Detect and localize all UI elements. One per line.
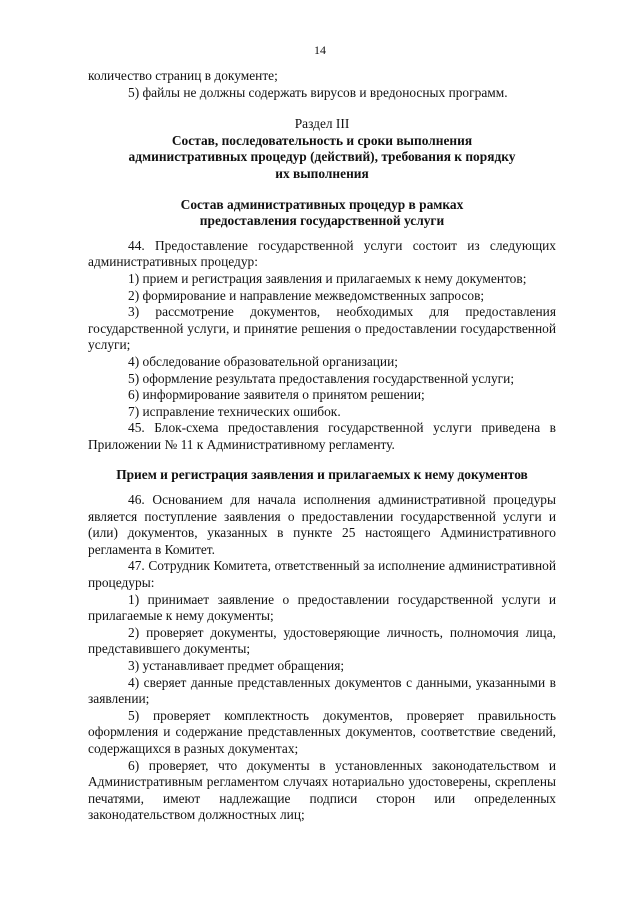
- section-title: Состав, последовательность и сроки выполнения административных процедур (действий), требования к порядку их выполнения: [128, 132, 516, 181]
- subsection-composition-body: [88, 238, 556, 454]
- paragraph-47: 47. Сотрудник Комитета, ответственный за исполнение административной процедуры:: [88, 558, 556, 591]
- list-item-4: 4) обследование образовательной организации;: [128, 353, 398, 369]
- list-item-3: 3) рассмотрение документов, необходимых для предоставления государственной услуги, и принятие решения о предоставлении государственной услуги;: [88, 304, 556, 353]
- paragraph-continuation: количество страниц в документе;: [88, 68, 278, 83]
- subsection-title-reception: Прием и регистрация заявления и прилагаемых к нему документов: [116, 467, 528, 483]
- paragraph-44: 44. Предоставление государственной услуги состоит из следующих административных процедур:: [88, 237, 556, 270]
- list-item-3: 3) устанавливает предмет обращения;: [128, 658, 345, 673]
- list-item-6: 6) информирование заявителя о принятом решении;: [128, 387, 425, 403]
- section-label: Раздел III: [294, 116, 350, 132]
- list-item-5-files: 5) файлы не должны содержать вирусов и вредоносных программ.: [128, 84, 508, 100]
- list-item-2: 2) проверяет документы, удостоверяющие личность, полномочия лица, представившего документы;: [88, 624, 556, 657]
- list-item-2: 2) формирование и направление межведомственных запросов;: [128, 287, 485, 303]
- list-item-5: 5) проверяет комплектность документов, проверяет правильность оформления и содержание представленных документов, соответствие сведений, содержащихся в разных документах;: [88, 707, 556, 756]
- page-number: 14: [314, 43, 326, 57]
- paragraph-46: 46. Основанием для начала исполнения административной процедуры является поступление заявления о предоставлении государственной услуги и (или) документов, указанных в пункте 25 настоящего Административного регламента в Комитет.: [88, 492, 556, 557]
- document-body: [88, 68, 556, 824]
- list-item-4: 4) сверяет данные представленных документов с данными, указанными в заявлении;: [88, 674, 556, 707]
- list-item-6: 6) проверяет, что документы в установленных законодательством и Административным регламентом случаях нотариально удостоверены, скреплены печатями, имеют надлежащие подписи сторон или определенных законодательством должностных лиц;: [88, 757, 556, 823]
- paragraph-45: 45. Блок-схема предоставления государственной услуги приведена в Приложении № 11 к Административному регламенту.: [88, 420, 556, 452]
- list-item-1: 1) прием и регистрация заявления и прилагаемых к нему документов;: [128, 270, 527, 286]
- subsection-title-composition: Состав административных процедур в рамках предоставления государственной услуги: [180, 196, 464, 229]
- list-item-1: 1) принимает заявление о предоставлении государственной услуги и прилагаемые к нему документы;: [88, 591, 556, 624]
- list-item-5: 5) оформление результата предоставления государственной услуги;: [128, 370, 515, 386]
- subsection-reception-body: [88, 492, 556, 824]
- list-item-7: 7) исправление технических ошибок.: [128, 403, 341, 419]
